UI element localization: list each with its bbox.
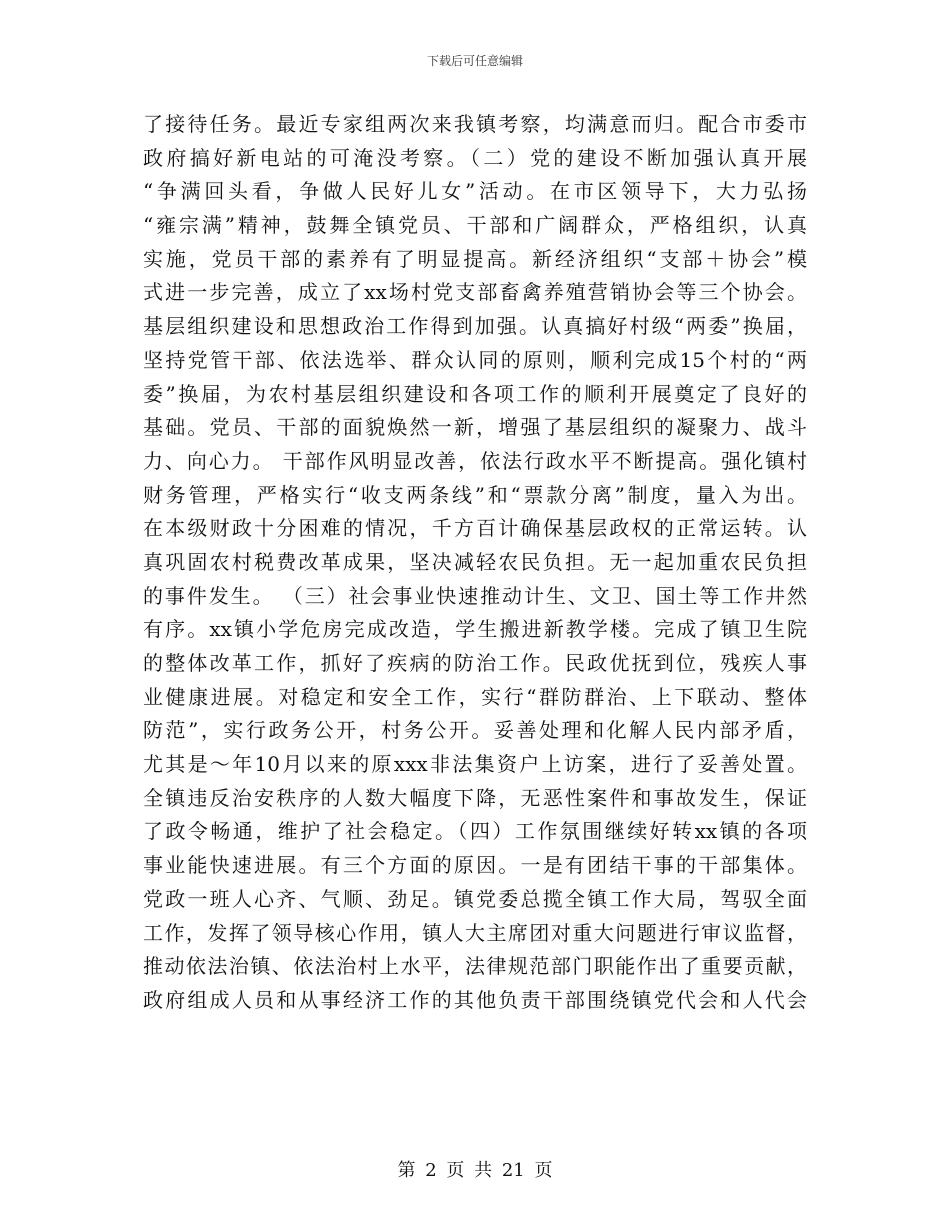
body-line: 业健康进展。对稳定和安全工作，实行“群防群治、上下联动、整体 — [143, 684, 807, 709]
body-line: 基层组织建设和思想政治工作得到加强。认真搞好村级“两委”换届， — [143, 314, 807, 339]
body-line: “雍宗满”精神，鼓舞全镇党员、干部和广阔群众，严格组织，认真 — [143, 213, 807, 238]
page-number-footer: 第 2 页 共 21 页 — [397, 1160, 553, 1181]
body-line: 实施，党员干部的素养有了明显提高。新经济组织“支部＋协会”模 — [143, 246, 807, 271]
body-line: 坚持党管干部、依法选举、群众认同的原则，顺利完成15个村的“两 — [143, 347, 807, 372]
body-line: 委”换届，为农村基层组织建设和各项工作的顺利开展奠定了良好的 — [143, 381, 807, 406]
body-line: 了接待任务。最近专家组两次来我镇考察，均满意而归。配合市委市 — [143, 112, 807, 136]
body-line: “争满回头看，争做人民好儿女”活动。在市区领导下，大力弘扬 — [143, 179, 807, 204]
body-line: 在本级财政十分困难的情况，千方百计确保基层政权的正常运转。认 — [143, 516, 807, 541]
body-line: 力、向心力。 干部作风明显改善，依法行政水平不断提高。强化镇村 — [143, 448, 807, 473]
body-line: 事业能快速进展。有三个方面的原因。一是有团结干事的干部集体。 — [143, 853, 807, 878]
body-line: 了政令畅通，维护了社会稳定。（四）工作氛围继续好转xx镇的各项 — [143, 819, 807, 844]
body-line: 政府搞好新电站的可淹没考察。（二）党的建设不断加强认真开展 — [143, 145, 807, 170]
body-line: 推动依法治镇、依法治村上水平，法律规范部门职能作出了重要贡献， — [143, 954, 807, 979]
document-body — [143, 108, 807, 1018]
body-line: 工作，发挥了领导核心作用，镇人大主席团对重大问题进行审议监督， — [143, 920, 807, 945]
body-line: 全镇违反治安秩序的人数大幅度下降，无恶性案件和事故发生，保证 — [143, 785, 807, 810]
body-line: 防范”，实行政务公开，村务公开。妥善处理和化解人民内部矛盾， — [143, 718, 807, 743]
body-line: 式进一步完善，成立了xx场村党支部畜禽养殖营销协会等三个协会。 — [143, 280, 807, 305]
body-line: 的整体改革工作，抓好了疾病的防治工作。民政优抚到位，残疾人事 — [143, 651, 807, 675]
body-line: 政府组成人员和从事经济工作的其他负责干部围绕镇党代会和人代会 — [143, 987, 807, 1012]
body-line: 基础。党员、干部的面貌焕然一新，增强了基层组织的凝聚力、战斗 — [143, 415, 807, 440]
body-line: 有序。xx镇小学危房完成改造，学生搬进新教学楼。完成了镇卫生院 — [143, 617, 807, 642]
body-line: 财务管理，严格实行“收支两条线”和“票款分离”制度，量入为出。 — [143, 482, 807, 507]
body-line: 真巩固农村税费改革成果，坚决减轻农民负担。无一起加重农民负担 — [143, 549, 807, 574]
body-line: 党政一班人心齐、气顺、劲足。镇党委总揽全镇工作大局，驾驭全面 — [143, 886, 807, 911]
body-line: 的事件发生。 （三）社会事业快速推动计生、文卫、国土等工作井然 — [143, 583, 807, 608]
body-line: 尤其是～年10月以来的原xxx非法集资户上访案，进行了妥善处置。 — [143, 752, 807, 777]
page-header-note: 下载后可任意编辑 — [426, 54, 523, 68]
